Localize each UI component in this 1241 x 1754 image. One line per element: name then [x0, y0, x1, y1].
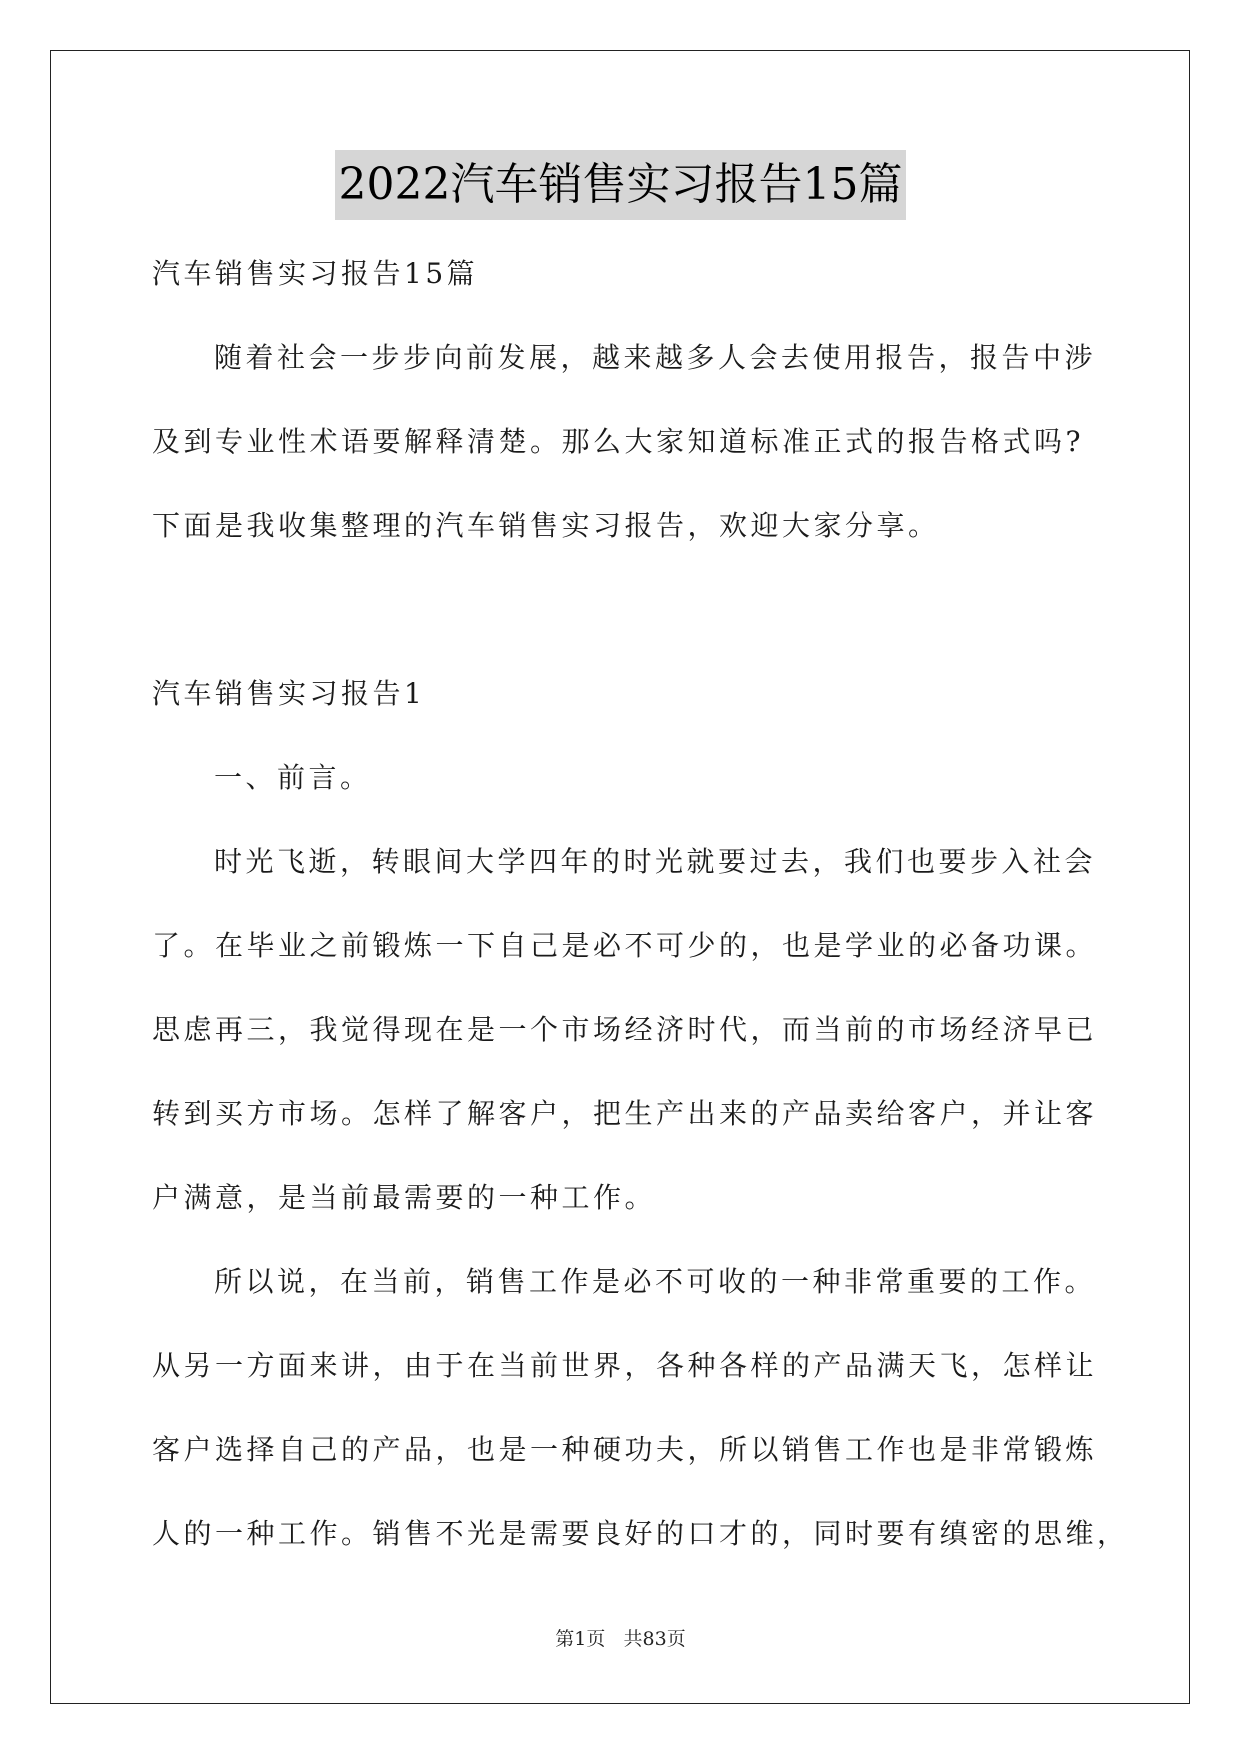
section-heading: 汽车销售实习报告1	[152, 677, 426, 710]
paragraph-line: 思虑再三，我觉得现在是一个市场经济时代，而当前的市场经济早已	[152, 1013, 1098, 1046]
paragraph-line: 人的一种工作。销售不光是需要良好的口才的，同时要有缜密的思维，	[152, 1517, 1129, 1550]
page-footer	[0, 1624, 1241, 1654]
paragraph-line: 所以说，在当前，销售工作是必不可收的一种非常重要的工作。	[214, 1265, 1097, 1298]
blank-line	[152, 568, 1092, 652]
paragraph-line: 客户选择自己的产品，也是一种硬功夫，所以销售工作也是非常锻炼	[152, 1433, 1098, 1466]
page-total: 共83页	[623, 1628, 686, 1650]
intro-line: 随着社会一步步向前发展，越来越多人会去使用报告，报告中涉	[214, 341, 1097, 374]
title-wrap	[0, 150, 1241, 220]
intro-line: 下面是我收集整理的汽车销售实习报告，欢迎大家分享。	[152, 509, 940, 542]
section-subheading: 一、前言。	[214, 761, 372, 794]
page-number: 第1页	[555, 1628, 606, 1650]
document-body	[152, 232, 1129, 1576]
paragraph-line: 时光飞逝，转眼间大学四年的时光就要过去，我们也要步入社会	[214, 845, 1097, 878]
intro-line: 及到专业性术语要解释清楚。那么大家知道标准正式的报告格式吗?	[152, 425, 1085, 458]
document-subtitle: 汽车销售实习报告15篇	[152, 257, 479, 290]
paragraph-line: 转到买方市场。怎样了解客户，把生产出来的产品卖给客户，并让客	[152, 1097, 1098, 1130]
paragraph-line: 户满意，是当前最需要的一种工作。	[152, 1181, 657, 1214]
paragraph-line: 从另一方面来讲，由于在当前世界，各种各样的产品满天飞，怎样让	[152, 1349, 1098, 1382]
footer-spacer	[605, 1628, 623, 1650]
paragraph-line: 了。在毕业之前锻炼一下自己是必不可少的，也是学业的必备功课。	[152, 929, 1098, 962]
document-title: 2022汽车销售实习报告15篇	[335, 150, 907, 220]
